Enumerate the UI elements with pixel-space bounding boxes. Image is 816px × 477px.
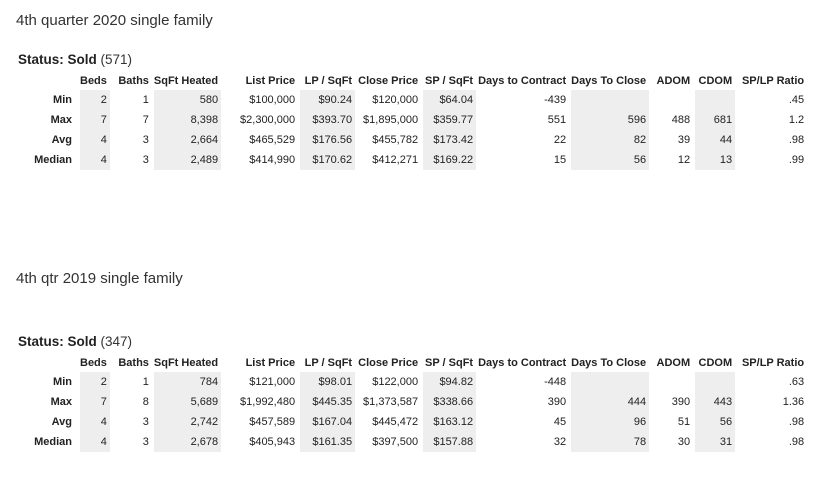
table-cell: $457,589 [249,416,296,428]
section-title: 4th qtr 2019 single family [16,270,183,287]
table-cell: $455,782 [372,134,419,146]
table-cell: 488 [671,114,691,126]
stats-table [28,354,809,452]
table-row [30,90,807,110]
table-cell: 8 [142,396,149,408]
table-cell [695,90,735,110]
table-cell: $393.70 [300,110,355,130]
column-header: Baths [112,354,152,372]
table-cell: 4 [80,412,110,432]
column-header: Days to Contract [478,72,569,90]
table-cell [571,90,649,110]
header-row [30,354,807,372]
table-cell: 443 [695,392,735,412]
table-cell: 1 [142,376,149,388]
table-cell: $338.66 [423,392,476,412]
column-header: SP / SqFt [423,72,476,90]
column-header: SP / SqFt [423,354,476,372]
table-cell: $167.04 [300,412,355,432]
table-cell: 4 [80,432,110,452]
table-cell: $169.22 [423,150,476,170]
table-cell: $1,895,000 [363,114,419,126]
row-label: Min [30,90,78,110]
column-header: Days To Close [571,72,649,90]
table-cell: 580 [154,90,221,110]
table-cell: 3 [142,436,149,448]
table-cell: $170.62 [300,150,355,170]
table-cell: 4 [80,150,110,170]
table-cell: 56 [571,150,649,170]
table-cell: .98 [788,134,805,146]
table-cell: 15 [553,154,567,166]
table-cell: $445,472 [372,416,419,428]
table-cell: 7 [142,114,149,126]
row-label: Median [30,150,78,170]
table-cell: 39 [677,134,691,146]
column-header: Days To Close [571,354,649,372]
table-cell: $2,300,000 [240,114,296,126]
table-cell: 2 [80,90,110,110]
table-cell: 22 [553,134,567,146]
table-cell: 5,689 [154,392,221,412]
table-cell: $359.77 [423,110,476,130]
table-cell: $163.12 [423,412,476,432]
row-label: Max [30,392,78,412]
table-cell: .63 [788,376,805,388]
table-cell: 681 [695,110,735,130]
table-cell: $120,000 [372,94,419,106]
table-cell: $157.88 [423,432,476,452]
row-label: Avg [30,412,78,432]
table-cell: 45 [553,416,567,428]
table-cell: $1,373,587 [363,396,419,408]
table-cell: $98.01 [300,372,355,392]
table-cell: $161.35 [300,432,355,452]
table-cell: 2,664 [154,130,221,150]
row-label: Min [30,372,78,392]
table-cell: $64.04 [423,90,476,110]
table-cell [651,90,693,110]
table-cell: $122,000 [372,376,419,388]
table-cell: 13 [695,150,735,170]
column-header: List Price [223,354,298,372]
row-label: Max [30,110,78,130]
table-cell: 2,742 [154,412,221,432]
column-header: Baths [112,72,152,90]
status-label: Status: Sold [18,52,97,67]
table-cell: .99 [788,154,805,166]
table-cell: $412,271 [372,154,419,166]
table-cell: $173.42 [423,130,476,150]
table-cell: 44 [695,130,735,150]
column-header: ADOM [651,354,693,372]
table-cell: 551 [547,114,567,126]
column-header: ADOM [651,72,693,90]
row-label: Median [30,432,78,452]
status-count: (347) [100,334,133,349]
table-cell: $397,500 [372,436,419,448]
table-cell: 7 [80,392,110,412]
table-cell: .98 [788,416,805,428]
table-cell: 390 [547,396,567,408]
table-cell [651,372,693,392]
table-cell: $100,000 [249,94,296,106]
table-cell: 4 [80,130,110,150]
table-cell: 3 [142,134,149,146]
table-cell: 1.2 [788,114,805,126]
table-cell: 82 [571,130,649,150]
table-cell: 12 [677,154,691,166]
column-header: SqFt Heated [154,72,221,90]
table-cell: -448 [544,376,567,388]
table-row [30,130,807,150]
table-cell: 2,678 [154,432,221,452]
table-cell: 390 [671,396,691,408]
column-header: CDOM [695,72,735,90]
table-row [30,372,807,392]
table-cell: 1.36 [782,396,805,408]
column-header: SP/LP Ratio [737,354,807,372]
table-row [30,150,807,170]
status-label: Status: Sold [18,334,97,349]
column-header: Days to Contract [478,354,569,372]
status-count: (571) [100,52,133,67]
table-cell: $121,000 [249,376,296,388]
table-cell: .98 [788,436,805,448]
table-row [30,392,807,412]
table-cell: 32 [553,436,567,448]
table-cell: 8,398 [154,110,221,130]
table-cell: 2 [80,372,110,392]
column-header: CDOM [695,354,735,372]
table-cell: -439 [544,94,567,106]
table-cell: $1,992,480 [240,396,296,408]
table-cell: 596 [571,110,649,130]
table-cell: $414,990 [249,154,296,166]
table-row [30,110,807,130]
table-cell: 444 [571,392,649,412]
table-cell: $90.24 [300,90,355,110]
column-header: LP / SqFt [300,72,355,90]
table-row [30,412,807,432]
stats-table [28,72,809,170]
column-header: LP / SqFt [300,354,355,372]
column-header: Close Price [357,72,421,90]
table-cell [571,372,649,392]
table-cell: 31 [695,432,735,452]
table-cell: 1 [142,94,149,106]
column-header: Beds [80,72,110,90]
table-cell: $94.82 [423,372,476,392]
table-cell: 96 [571,412,649,432]
table-row [30,432,807,452]
table-cell: 30 [677,436,691,448]
table-cell: .45 [788,94,805,106]
row-label: Avg [30,130,78,150]
column-header: Beds [80,354,110,372]
table-cell: 56 [695,412,735,432]
table-cell: 3 [142,416,149,428]
table-cell: 3 [142,154,149,166]
table-cell: $465,529 [249,134,296,146]
table-cell: $405,943 [249,436,296,448]
table-cell: 2,489 [154,150,221,170]
status-line [18,52,132,67]
status-line [18,334,132,349]
table-cell: 78 [571,432,649,452]
section-title: 4th quarter 2020 single family [16,12,213,29]
corner-cell [30,354,78,372]
table-cell: 784 [154,372,221,392]
column-header: Close Price [357,354,421,372]
column-header: SP/LP Ratio [737,72,807,90]
corner-cell [30,72,78,90]
column-header: SqFt Heated [154,354,221,372]
table-cell: $445.35 [300,392,355,412]
table-cell [695,372,735,392]
column-header: List Price [223,72,298,90]
header-row [30,72,807,90]
table-cell: $176.56 [300,130,355,150]
table-cell: 7 [80,110,110,130]
table-cell: 51 [677,416,691,428]
